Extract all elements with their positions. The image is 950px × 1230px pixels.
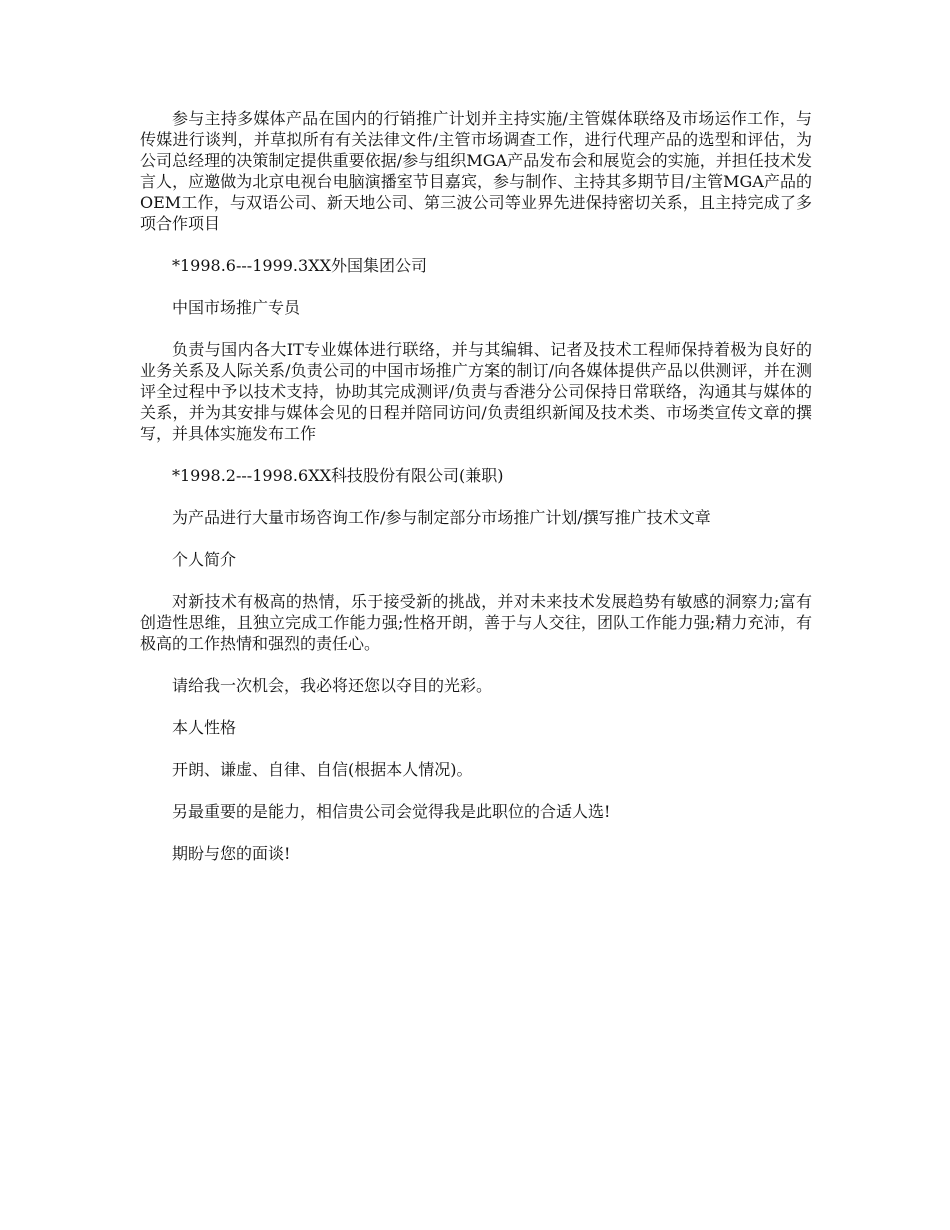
closing-text-1: 另最重要的是能力，相信贵公司会觉得我是此职位的合适人选! — [172, 802, 611, 821]
job-title-1: 中国市场推广专员 — [172, 298, 301, 317]
request-text: 请给我一次机会，我必将还您以夺目的光彩。 — [172, 676, 493, 695]
document-body — [140, 108, 812, 885]
profile-text: 对新技术有极高的热情，乐于接受新的挑战，并对未来技术发展趋势有敏感的洞察力;富有创造性思维，且独立完成工作能力强;性格开朗，善于与人交往，团队工作能力强;精力充沛，有极高的工作热情和强烈的责任心。 — [140, 592, 812, 653]
personality-text: 开朗、谦虚、自律、自信(根据本人情况)。 — [172, 760, 473, 779]
work-desc-1: 参与主持多媒体产品在国内的行销推广计划并主持实施/主管媒体联络及市场运作工作，与传媒进行谈判，并草拟所有有关法律文件/主管市场调查工作，进行代理产品的选型和评估，为公司总经理的决策制定提供重要依据/参与组织MGA产品发布会和展览会的实施，并担任技术发言人，应邀做为北京电视台电脑演播室节目嘉宾，参与制作、主持其多期节目/主管MGA产品的OEM工作，与双语公司、新天地公司、第三波公司等业界先进保持密切关系，且主持完成了多项合作项目 — [140, 109, 812, 233]
job-period-1: *1998.6---1999.3XX外国集团公司 — [172, 256, 427, 275]
work-desc-3: 为产品进行大量市场咨询工作/参与制定部分市场推广计划/撰写推广技术文章 — [172, 508, 711, 527]
section-heading-profile: 个人简介 — [172, 550, 237, 569]
work-desc-2: 负责与国内各大IT专业媒体进行联络，并与其编辑、记者及技术工程师保持着极为良好的业务关系及人际关系/负责公司的中国市场推广方案的制订/向各媒体提供产品以供测评，并在测评全过程中予以技术支持，协助其完成测评/负责与香港分公司保持日常联络，沟通其与媒体的关系，并为其安排与媒体会见的日程并陪同访问/负责组织新闻及技术类、市场类宣传文章的撰写，并具体实施发布工作 — [140, 340, 812, 443]
section-heading-personality: 本人性格 — [172, 718, 237, 737]
job-period-2: *1998.2---1998.6XX科技股份有限公司(兼职) — [172, 466, 504, 485]
closing-text-2: 期盼与您的面谈! — [172, 844, 291, 863]
